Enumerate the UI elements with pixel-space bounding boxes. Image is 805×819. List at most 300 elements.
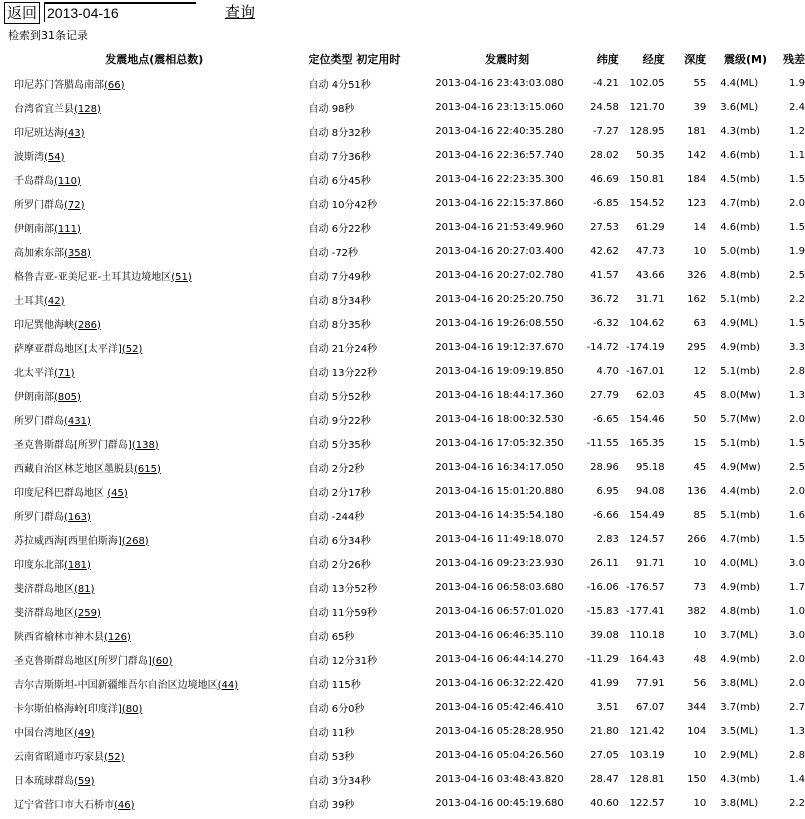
magnitude-cell: 4.7(mb) (720, 533, 760, 545)
earthquake-table (0, 47, 805, 815)
depth-cell: 104 (687, 725, 707, 737)
latitude-cell: 4.70 (596, 365, 619, 377)
residual-cell: 1.6 (789, 509, 805, 521)
place-name: 印度东北部 (14, 559, 64, 571)
type-time-cell: 自动 6分45秒 (308, 175, 371, 187)
place-cell (0, 455, 309, 479)
table-row (0, 623, 805, 647)
place-cell (0, 767, 309, 791)
phase-count-link[interactable]: (54) (44, 151, 65, 163)
place-cell (0, 95, 309, 119)
phase-count-link[interactable]: (163) (64, 511, 91, 523)
table-row (0, 95, 805, 119)
residual-cell: 1.5 (789, 317, 805, 329)
type-time-cell: 自动 11秒 (308, 727, 355, 739)
depth-cell: 15 (693, 437, 707, 449)
place-cell (0, 383, 309, 407)
longitude-cell: 104.62 (629, 317, 665, 329)
type-time-cell: 自动 9分22秒 (308, 415, 371, 427)
phase-count-link[interactable]: (80) (121, 703, 143, 715)
table-row (0, 431, 805, 455)
magnitude-cell: 4.0(ML) (720, 557, 759, 569)
longitude-cell: 165.35 (629, 437, 665, 449)
place-name: 印度尼科巴群岛地区 (14, 487, 108, 499)
place-name: 高加索东部 (14, 247, 64, 259)
longitude-cell: 124.57 (629, 533, 665, 545)
place-cell (0, 143, 309, 167)
type-time-cell: 自动 53秒 (308, 751, 355, 763)
depth-cell: 73 (693, 581, 707, 593)
latitude-cell: -4.21 (592, 77, 619, 89)
latitude-cell: -16.06 (586, 581, 619, 593)
phase-count-link[interactable]: (52) (121, 343, 143, 355)
search-bar (0, 0, 805, 26)
table-row (0, 767, 805, 791)
type-time-cell: 自动 8分34秒 (308, 295, 371, 307)
phase-count-link[interactable]: (44) (217, 679, 239, 691)
magnitude-cell: 3.7(ML) (720, 629, 759, 641)
phase-count-link[interactable]: (259) (74, 607, 101, 619)
depth-cell: 295 (687, 341, 707, 353)
place-name: 斐济群岛地区 (14, 607, 74, 619)
depth-cell: 56 (693, 677, 707, 689)
phase-count-link[interactable]: (51) (171, 271, 192, 283)
phase-count-link[interactable]: (72) (64, 199, 85, 211)
magnitude-cell: 4.3(mb) (720, 125, 760, 137)
date-input[interactable] (44, 2, 196, 22)
magnitude-cell: 4.4(ML) (720, 77, 759, 89)
place-name: 云南省昭通市巧家县 (14, 751, 104, 763)
type-time-cell: 自动 8分32秒 (308, 127, 371, 139)
type-time-cell: 自动 39秒 (308, 799, 355, 811)
latitude-cell: -14.72 (586, 341, 619, 353)
residual-cell: 3.0 (789, 557, 805, 569)
place-cell (0, 599, 309, 623)
depth-cell: 48 (693, 653, 707, 665)
magnitude-cell: 3.5(ML) (720, 725, 759, 737)
residual-cell: 1.2 (789, 125, 805, 137)
residual-cell: 1.9 (789, 77, 805, 89)
place-cell (0, 527, 309, 551)
time-cell: 2013-04-16 00:45:19.680 (435, 797, 564, 809)
type-time-cell: 自动 21分24秒 (308, 343, 378, 355)
header-time: 发震时刻 (485, 53, 530, 66)
type-time-cell: 自动 -72秒 (308, 247, 359, 259)
magnitude-cell: 4.3(mb) (720, 773, 760, 785)
residual-cell: 2.8 (789, 749, 805, 761)
phase-count-link[interactable]: (128) (74, 103, 101, 115)
longitude-cell: 121.42 (629, 725, 665, 737)
place-cell (0, 71, 309, 95)
latitude-cell: -11.55 (586, 437, 619, 449)
type-time-cell: 自动 2分17秒 (308, 487, 371, 499)
result-count: 检索到31条记录 (8, 29, 88, 42)
magnitude-cell: 4.7(mb) (720, 197, 760, 209)
phase-count-link[interactable]: (71) (54, 367, 75, 379)
residual-cell: 1.7 (789, 581, 805, 593)
table-row (0, 143, 805, 167)
magnitude-cell: 8.0(Mw) (720, 389, 761, 401)
place-name: 中国台湾地区 (14, 727, 74, 739)
longitude-cell: 128.95 (629, 125, 665, 137)
longitude-cell: -177.41 (626, 605, 665, 617)
place-cell (0, 359, 309, 383)
residual-cell: 2.8 (789, 365, 805, 377)
type-time-cell: 自动 2分2秒 (308, 463, 365, 475)
residual-cell: 2.4 (789, 101, 805, 113)
type-time-cell: 自动 7分49秒 (308, 271, 371, 283)
longitude-cell: -167.01 (626, 365, 665, 377)
place-cell (0, 791, 309, 815)
longitude-cell: 154.46 (629, 413, 665, 425)
type-time-cell: 自动 10分42秒 (308, 199, 378, 211)
header-lat: 纬度 (596, 53, 619, 66)
time-cell: 2013-04-16 20:27:02.780 (435, 269, 564, 281)
phase-count-link[interactable]: (126) (104, 631, 131, 643)
table-row (0, 791, 805, 815)
table-row (0, 287, 805, 311)
type-time-cell: 自动 5分35秒 (308, 439, 371, 451)
time-cell: 2013-04-16 16:34:17.050 (435, 461, 564, 473)
type-time-cell: 自动 -244秒 (308, 511, 365, 523)
depth-cell: 123 (687, 197, 707, 209)
place-cell (0, 335, 309, 359)
type-time-cell: 自动 6分22秒 (308, 223, 371, 235)
phase-count-link[interactable]: (52) (104, 751, 125, 763)
table-header-row (0, 47, 805, 71)
phase-count-link[interactable]: (138) (131, 439, 159, 451)
place-name: 辽宁省营口市大石桥市 (14, 799, 114, 811)
header-place: 发震地点(震相总数) (105, 53, 204, 66)
magnitude-cell: 5.1(mb) (720, 437, 760, 449)
magnitude-cell: 5.7(Mw) (720, 413, 761, 425)
place-name: 西藏自治区林芝地区墨脱县 (14, 463, 134, 475)
residual-cell: 2.2 (789, 797, 805, 809)
time-cell: 2013-04-16 23:43:03.080 (435, 77, 564, 89)
residual-cell: 1.5 (789, 533, 805, 545)
latitude-cell: -7.27 (592, 125, 619, 137)
place-cell (0, 119, 309, 143)
back-button[interactable]: 返回 (4, 2, 40, 24)
time-cell: 2013-04-16 14:35:54.180 (435, 509, 564, 521)
header-lon: 经度 (642, 53, 665, 66)
table-row (0, 263, 805, 287)
depth-cell: 50 (693, 413, 707, 425)
residual-cell: 2.7 (789, 701, 805, 713)
phase-count-link[interactable]: (111) (54, 223, 81, 235)
table-row (0, 335, 805, 359)
place-name: 卡尔斯伯格海岭[印度洋] (14, 703, 122, 715)
latitude-cell: 24.58 (590, 101, 619, 113)
place-name: 萨摩亚群岛地区[太平洋] (14, 343, 122, 355)
phase-count-link[interactable]: (110) (54, 175, 81, 187)
place-cell (0, 311, 309, 335)
table-row (0, 503, 805, 527)
place-name: 圣克鲁斯群岛地区[所罗门群岛] (14, 655, 152, 667)
magnitude-cell: 4.9(mb) (720, 653, 760, 665)
table-row (0, 407, 805, 431)
phase-count-link[interactable]: (66) (104, 79, 125, 91)
residual-cell: 1.1 (789, 149, 805, 161)
depth-cell: 10 (693, 557, 707, 569)
longitude-cell: 67.07 (636, 701, 665, 713)
magnitude-cell: 2.9(ML) (720, 749, 759, 761)
header-type-time: 定位类型 初定用时 (308, 53, 401, 66)
type-time-cell: 自动 65秒 (308, 631, 355, 643)
place-name: 陕西省榆林市神木县 (14, 631, 104, 643)
phase-count-link[interactable]: (49) (74, 727, 95, 739)
depth-cell: 45 (693, 389, 707, 401)
phase-count-link[interactable]: (286) (74, 319, 101, 331)
place-cell (0, 671, 309, 695)
place-cell (0, 407, 309, 431)
depth-cell: 45 (693, 461, 707, 473)
place-name: 伊朗南部 (14, 223, 54, 235)
time-cell: 2013-04-16 20:25:20.750 (435, 293, 564, 305)
time-cell: 2013-04-16 18:00:32.530 (435, 413, 564, 425)
latitude-cell: 27.53 (590, 221, 619, 233)
magnitude-cell: 3.7(mb) (720, 701, 760, 713)
longitude-cell: 95.18 (636, 461, 665, 473)
time-cell: 2013-04-16 22:36:57.740 (435, 149, 564, 161)
magnitude-cell: 4.4(mb) (720, 485, 760, 497)
phase-count-link[interactable]: (358) (64, 247, 91, 259)
place-name: 台湾省宜兰县 (14, 103, 74, 115)
longitude-cell: -174.19 (626, 341, 665, 353)
depth-cell: 14 (693, 221, 707, 233)
table-row (0, 215, 805, 239)
time-cell: 2013-04-16 09:23:23.930 (435, 557, 564, 569)
latitude-cell: -6.32 (592, 317, 619, 329)
depth-cell: 10 (693, 797, 707, 809)
phase-count-link[interactable]: (615) (134, 463, 161, 475)
residual-cell: 3.0 (789, 629, 805, 641)
place-name: 伊朗南部 (14, 391, 54, 403)
latitude-cell: -6.85 (592, 197, 619, 209)
place-name: 苏拉威西海[西里伯斯海] (14, 535, 122, 547)
time-cell: 2013-04-16 05:04:26.560 (435, 749, 564, 761)
phase-count-link[interactable]: (43) (64, 127, 85, 139)
time-cell: 2013-04-16 19:26:08.550 (435, 317, 564, 329)
magnitude-cell: 4.9(mb) (720, 581, 760, 593)
table-body (0, 71, 805, 815)
latitude-cell: -6.65 (592, 413, 619, 425)
table-row (0, 119, 805, 143)
table-row (0, 383, 805, 407)
residual-cell: 1.5 (789, 437, 805, 449)
place-cell (0, 191, 309, 215)
place-cell (0, 575, 309, 599)
phase-count-link[interactable]: (268) (121, 535, 149, 547)
time-cell: 2013-04-16 23:13:15.060 (435, 101, 564, 113)
residual-cell: 2.0 (789, 677, 805, 689)
time-cell: 2013-04-16 05:42:46.410 (435, 701, 564, 713)
magnitude-cell: 4.5(mb) (720, 173, 760, 185)
longitude-cell: 154.49 (629, 509, 665, 521)
latitude-cell: 46.69 (590, 173, 619, 185)
latitude-cell: 28.02 (590, 149, 619, 161)
place-cell (0, 167, 309, 191)
table-row (0, 671, 805, 695)
longitude-cell: 102.05 (629, 77, 665, 89)
time-cell: 2013-04-16 20:27:03.400 (435, 245, 564, 257)
magnitude-cell: 5.1(mb) (720, 365, 760, 377)
header-residual: 残差 (783, 53, 805, 66)
place-cell (0, 215, 309, 239)
depth-cell: 10 (693, 629, 707, 641)
place-name: 所罗门群岛 (14, 199, 64, 211)
phase-count-link[interactable]: (60) (151, 655, 173, 667)
time-cell: 2013-04-16 06:44:14.270 (435, 653, 564, 665)
type-time-cell: 自动 13分22秒 (308, 367, 378, 379)
magnitude-cell: 5.1(mb) (720, 293, 760, 305)
place-cell (0, 623, 309, 647)
latitude-cell: 2.83 (596, 533, 619, 545)
place-cell (0, 647, 309, 671)
place-cell (0, 551, 309, 575)
latitude-cell: 27.05 (590, 749, 619, 761)
time-cell: 2013-04-16 21:53:49.960 (435, 221, 564, 233)
latitude-cell: -11.29 (586, 653, 619, 665)
table-row (0, 527, 805, 551)
place-name: 格鲁吉亚-亚美尼亚-土耳其边境地区 (14, 271, 172, 283)
depth-cell: 10 (693, 245, 707, 257)
depth-cell: 10 (693, 749, 707, 761)
latitude-cell: -15.83 (586, 605, 619, 617)
latitude-cell: 28.47 (590, 773, 619, 785)
longitude-cell: 31.71 (636, 293, 665, 305)
place-name: 千岛群岛 (14, 175, 54, 187)
residual-cell: 2.5 (789, 269, 805, 281)
depth-cell: 55 (693, 77, 707, 89)
type-time-cell: 自动 7分36秒 (308, 151, 371, 163)
type-time-cell: 自动 13分52秒 (308, 583, 378, 595)
depth-cell: 162 (687, 293, 707, 305)
depth-cell: 39 (693, 101, 707, 113)
depth-cell: 181 (687, 125, 707, 137)
latitude-cell: 42.62 (590, 245, 619, 257)
time-cell: 2013-04-16 22:15:37.860 (435, 197, 564, 209)
place-cell (0, 287, 309, 311)
place-name: 圣克鲁斯群岛[所罗门群岛] (14, 439, 132, 451)
time-cell: 2013-04-16 18:44:17.360 (435, 389, 564, 401)
time-cell: 2013-04-16 06:57:01.020 (435, 605, 564, 617)
residual-cell: 2.0 (789, 485, 805, 497)
depth-cell: 150 (687, 773, 707, 785)
latitude-cell: 41.57 (590, 269, 619, 281)
table-row (0, 239, 805, 263)
time-cell: 2013-04-16 06:32:22.420 (435, 677, 564, 689)
depth-cell: 136 (687, 485, 707, 497)
type-time-cell: 自动 6分0秒 (308, 703, 365, 715)
type-time-cell: 自动 5分52秒 (308, 391, 371, 403)
residual-cell: 3.3 (789, 341, 805, 353)
phase-count-link[interactable]: (181) (64, 559, 91, 571)
latitude-cell: 3.51 (596, 701, 619, 713)
latitude-cell: 28.96 (590, 461, 619, 473)
table-row (0, 311, 805, 335)
residual-cell: 1.0 (789, 605, 805, 617)
phase-count-link[interactable]: (81) (74, 583, 95, 595)
magnitude-cell: 5.0(mb) (720, 245, 760, 257)
table-row (0, 551, 805, 575)
latitude-cell: 27.79 (590, 389, 619, 401)
residual-cell: 2.0 (789, 653, 805, 665)
type-time-cell: 自动 8分35秒 (308, 319, 371, 331)
type-time-cell: 自动 11分59秒 (308, 607, 378, 619)
phase-count-link[interactable]: (46) (114, 799, 135, 811)
depth-cell: 344 (687, 701, 707, 713)
latitude-cell: 40.60 (590, 797, 619, 809)
longitude-cell: 121.70 (629, 101, 665, 113)
magnitude-cell: 4.6(mb) (720, 149, 760, 161)
type-time-cell: 自动 3分34秒 (308, 775, 371, 787)
table-row (0, 455, 805, 479)
time-cell: 2013-04-16 22:40:35.280 (435, 125, 564, 137)
phase-count-link[interactable]: (45) (107, 487, 128, 499)
magnitude-cell: 4.9(Mw) (720, 461, 761, 473)
magnitude-cell: 3.8(ML) (720, 797, 759, 809)
place-name: 印尼巽他海峡 (14, 319, 74, 331)
place-cell (0, 743, 309, 767)
place-name: 波斯湾 (14, 151, 44, 163)
table-row (0, 647, 805, 671)
table-row (0, 359, 805, 383)
longitude-cell: 61.29 (636, 221, 665, 233)
longitude-cell: 43.66 (636, 269, 665, 281)
latitude-cell: 41.99 (590, 677, 619, 689)
place-name: 土耳其 (14, 295, 44, 307)
place-cell (0, 263, 309, 287)
place-name: 印尼苏门答腊岛南部 (14, 79, 104, 91)
time-cell: 2013-04-16 22:23:35.300 (435, 173, 564, 185)
longitude-cell: 77.91 (636, 677, 665, 689)
depth-cell: 326 (687, 269, 707, 281)
residual-cell: 1.5 (789, 221, 805, 233)
magnitude-cell: 3.8(ML) (720, 677, 759, 689)
magnitude-cell: 4.9(mb) (720, 341, 760, 353)
latitude-cell: 36.72 (590, 293, 619, 305)
table-row (0, 695, 805, 719)
depth-cell: 12 (693, 365, 707, 377)
table-row (0, 743, 805, 767)
residual-cell: 1.3 (789, 389, 805, 401)
type-time-cell: 自动 115秒 (308, 679, 361, 691)
place-cell (0, 503, 309, 527)
latitude-cell: -6.66 (592, 509, 619, 521)
place-name: 所罗门群岛 (14, 511, 64, 523)
longitude-cell: 47.73 (636, 245, 665, 257)
time-cell: 2013-04-16 03:48:43.820 (435, 773, 564, 785)
depth-cell: 184 (687, 173, 707, 185)
type-time-cell: 自动 4分51秒 (308, 79, 371, 91)
phase-count-link[interactable]: (42) (44, 295, 65, 307)
place-cell (0, 431, 309, 455)
latitude-cell: 21.80 (590, 725, 619, 737)
type-time-cell: 自动 2分26秒 (308, 559, 371, 571)
residual-cell: 2.5 (789, 461, 805, 473)
phase-count-link[interactable]: (431) (64, 415, 91, 427)
place-cell (0, 479, 309, 503)
time-cell: 2013-04-16 06:46:35.110 (435, 629, 564, 641)
phase-count-link[interactable]: (805) (54, 391, 81, 403)
place-cell (0, 695, 309, 719)
place-name: 吉尔吉斯斯坦-中国新疆维吾尔自治区边境地区 (14, 679, 218, 691)
table-row (0, 479, 805, 503)
table-row (0, 167, 805, 191)
phase-count-link[interactable]: (59) (74, 775, 95, 787)
query-button[interactable]: 查询 (225, 3, 256, 21)
